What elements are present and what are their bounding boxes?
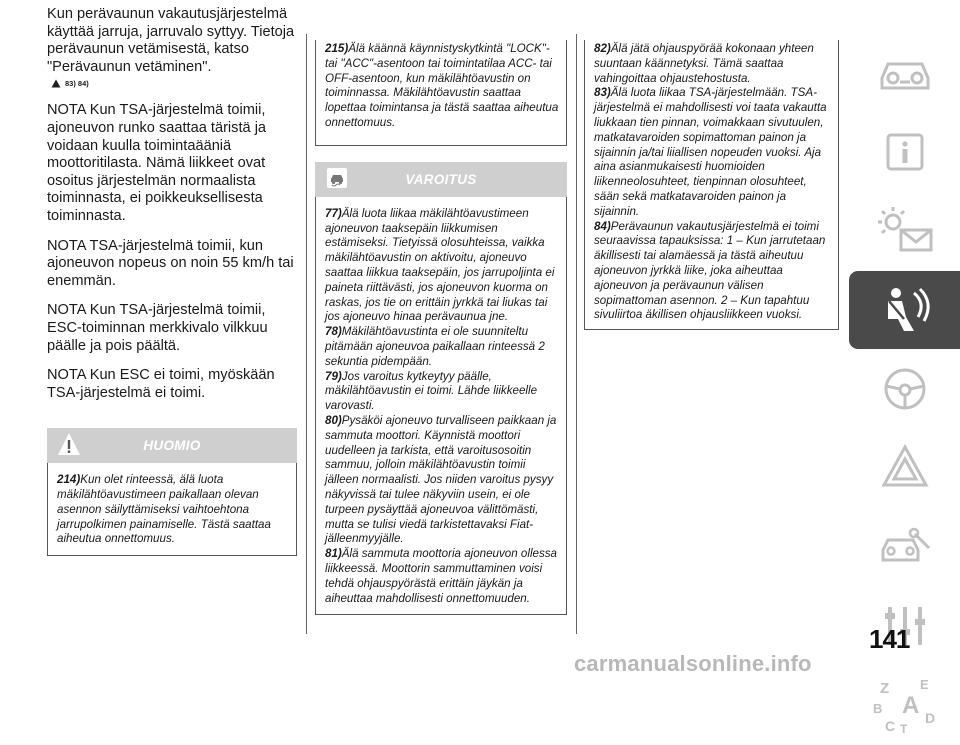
varoitus-entry [594,86,831,219]
varoitus-entry [325,370,559,414]
entry-number: 81) [325,547,342,561]
huomio-title: HUOMIO [143,438,201,454]
entry-number: 80) [325,413,342,427]
seatbelt-airbag-icon [874,283,936,337]
car-wrench-icon [873,520,937,574]
column-2 [315,40,567,615]
index-letter: T [899,722,907,735]
car-dashboard-icon [876,48,934,98]
entry-text: Älä jätä ohjauspyörää kokonaan yhteen suuntaan käännetyksi. Tämä saattaa vahingoittaa ohjaustehostusta. [594,42,814,85]
watermark: carmanualsonline.info [574,651,812,676]
varoitus-banner [315,162,567,197]
reference-marks [51,79,297,88]
continued-warning-box [315,40,567,146]
entry-number: 84) [594,219,611,233]
index-letters-icon [870,675,940,735]
note-paragraph: NOTA Kun TSA-järjestelmä toimii, ajoneuvon runko saattaa täristä ja voidaan kuulla toimintaääniä moottoritilasta. Nämä liikkeet ovat osoitus järjestelmän normaalista toiminnasta, ei poikkeuksellisesta toiminnasta. [47,102,267,224]
varoitus-entry [594,220,831,324]
continued-varoitus-box [584,40,839,330]
note-paragraph: NOTA TSA-järjestelmä toimii, kun ajoneuvon nopeus on noin 55 km/h tai enemmän. [47,237,294,289]
entry-number: 82) [594,42,611,55]
entry-text: Älä luota liikaa TSA-järjestelmään. TSA-järjestelmä ei mahdollisesti voi taata vakautta liukkaan tien pinnan, voimakkaan sivutuulen, matkatavaroiden sopimattoman painon ja sijainnin ja/tai liiallisen nopeuden vuoksi. Aja aina asianmukaisesti huomioiden liikenneolosuhteet, tienpinnan olosuhteet, sään sekä matkatavaroiden painon ja sijainnin. [594,86,827,218]
entry-number: 214) [57,473,81,487]
entry-text: Älä sammuta moottoria ajoneuvon ollessa liikkeessä. Moottorin sammuttaminen voisi tehdä ohjauspyörästä erittäin jäykän ja aiheuttaa mahdollisesti onnettomuuden. [325,547,558,605]
index-letter: C [884,718,895,734]
varoitus-entry [325,325,559,369]
entry-text: Älä käännä käynnistyskytkintä "LOCK"- tai "ACC"-asentoon tai toimintatilaa ACC- tai OFF-asentoon, kun mäkilähtöavustin on toiminnassa. Mäkilähtöavustin saattaa lopettaa toimintansa ja tästä saattaa aiheutua onnettomuus. [325,42,559,129]
entry-text: Jos varoitus kytkeytyy päälle, mäkilähtöavustin ei toimi. Lähde liikkeelle varovasti. [325,369,538,413]
varoitus-entry [325,547,559,606]
column-divider [576,34,577,634]
varoitus-title: VAROITUS [405,171,477,187]
tab-info[interactable] [849,113,960,191]
index-letter: D [924,710,935,726]
index-letter: B [872,701,882,716]
entry-text: Kun olet rinteessä, älä luota mäkilähtöavustimeen paikallaan olevan asennon säilyttämiseksi vaihtoehtona jarrupolkimen painamiselle. Tästä saattaa aiheutua onnettomuus. [57,473,271,546]
huomio-box [47,463,297,556]
tab-maintenance[interactable] [849,508,960,586]
entry-number: 83) [594,86,611,100]
column-1 [47,6,297,556]
info-icon [880,127,930,177]
varoitus-entry [325,414,559,547]
huomio-entry [57,473,289,547]
entry-number: 78) [325,325,342,339]
intro-paragraph: Kun perävaunun vakautusjärjestelmä käyttää jarruja, jarruvalo syttyy. Tietoja perävaunun vetämisestä, katso "Perävaunun vetäminen". [47,6,295,75]
page-number: 141 [869,624,910,654]
entry-number: 79) [325,369,342,383]
entry-text: Mäkilähtöavustinta ei ole suunniteltu pitämään ajoneuvoa paikallaan rinteessä 2 sekuntia pidempään. [325,325,545,368]
entry-text: Pysäköi ajoneuvo turvalliseen paikkaan ja sammuta moottori. Käynnistä moottori uudelleen ja tarkista, että varoitusosoitin sammuu, jolloin mäkilähtöavustin toimii jälleen normaalisti. Jos niiden varoitus pysyy näkyvissä tai tulee näkyviin usein, ei ole turpeen pysäyttää ajoneuvoa välittömästi, mutta se tulisi viedä tarkistettavaksi Fiat-jälleenmyyjälle. [325,413,557,546]
varoitus-entry [594,42,831,86]
entry-number: 215) [325,42,349,55]
varoitus-entry [325,207,559,325]
entry-text: Perävaunun vakautusjärjestelmä ei toimi seuraavissa tapauksissa: 1 – Kun jarrutetaan äkillisesti tai alamäessä ja tästä aiheutuu ajoneuvon jyrkkä liike, joka aiheuttaa ajoneuvon ja perävaunun välisen sopimattoman asennon. 2 – Kun tapahtuu sivuliirtoa äkillisen ohjausliikkeen vuoksi. [594,219,826,322]
warning-triangle-icon [878,441,932,495]
index-letter: A [901,692,919,719]
column-3 [584,40,839,330]
tab-driving[interactable] [849,350,960,428]
note-paragraph: NOTA Kun TSA-järjestelmä toimii, ESC-toiminnan merkkivalo vilkkuu päälle ja pois päältä. [47,302,268,354]
varoitus-box [315,197,567,616]
tab-safety[interactable] [849,271,960,349]
warning-entry [325,42,559,131]
refs-text: 83) 84) [65,79,89,89]
huomio-banner [47,428,297,463]
index-letter: Z [879,680,889,697]
index-letter: E [919,677,929,692]
warning-ref-icon [51,79,61,88]
tab-dashboard[interactable] [849,34,960,112]
tab-emergency[interactable] [849,429,960,507]
column-divider [306,34,307,634]
entry-text: Älä luota liikaa mäkilähtöavustimeen ajoneuvon taaksepäin liikkumisen estämiseksi. Tietyissä olosuhteissa, vaikka mäkilähtöavustin on aktivoitu, ajoneuvo saattaa liikkua taaksepäin, jos jarrupoljinta ei paineta riittävästi, jos ajoneuvon kuorma on raskas, jos tie on erittäin jyrkkä tai liukas tai jos ajoneuvo hinaa perävaunua jne. [325,206,555,324]
tab-lights[interactable] [849,192,960,270]
note-paragraph: NOTA Kun ESC ei toimi, myöskään TSA-järjestelmä ei toimi. [47,367,275,401]
steering-wheel-icon [878,362,932,416]
entry-number: 77) [325,206,342,220]
lights-mail-icon [873,204,937,258]
